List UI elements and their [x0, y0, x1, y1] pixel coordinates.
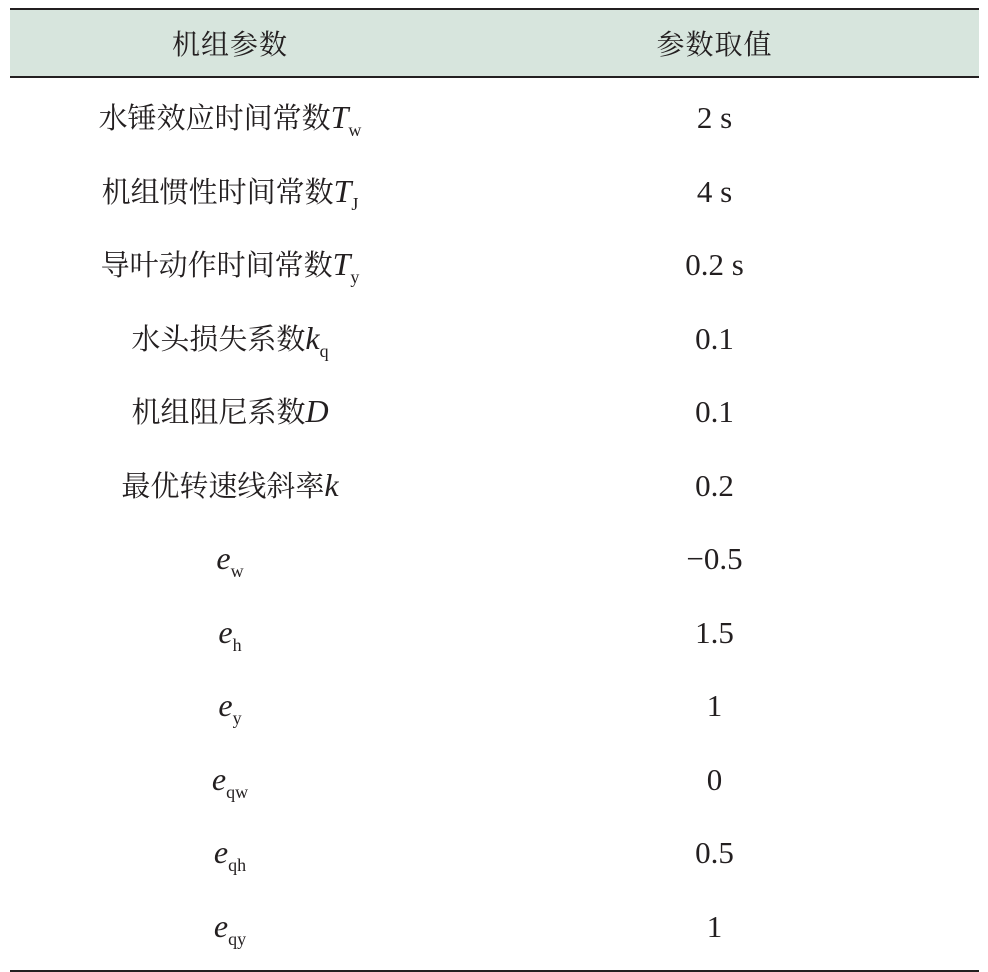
table-row: [10, 596, 979, 670]
parameter-symbol: e: [211, 760, 227, 797]
parameter-symbol: e: [218, 687, 233, 724]
parameter-symbol: D: [305, 393, 329, 430]
table-row: [10, 669, 979, 743]
parameter-name-cell: [10, 395, 450, 428]
parameter-name-cell: [10, 319, 450, 361]
parameter-symbol-subscript: h: [232, 634, 242, 655]
table-row: [10, 743, 979, 817]
parameter-value-cell: 1.5: [695, 614, 734, 650]
parameter-name-cell: [10, 246, 450, 288]
parameter-value-cell: 1: [706, 688, 723, 724]
table-row: [10, 449, 979, 523]
parameter-label: 最优转速线斜率: [121, 468, 325, 503]
parameter-name-cell: [10, 99, 450, 141]
table-header: [10, 10, 979, 78]
parameter-symbol-subscript: qw: [226, 781, 249, 802]
parameter-symbol-subscript: qh: [228, 855, 247, 876]
parameter-value-cell: 0.1: [695, 394, 734, 430]
table-row: [10, 522, 979, 596]
parameter-symbol-subscript: J: [351, 193, 359, 214]
parameter-symbol: T: [330, 99, 349, 136]
parameter-name-cell: [10, 907, 450, 949]
parameter-value-cell: 0.1: [695, 320, 734, 356]
header-parameter-value: 参数取值: [656, 28, 773, 61]
parameter-name-cell: [10, 172, 450, 214]
parameter-value-cell: 1: [706, 908, 723, 944]
table-row: [10, 302, 979, 376]
parameter-symbol: e: [213, 907, 229, 944]
parameter-value-cell: 0: [706, 761, 723, 797]
parameter-label: 水锤效应时间常数: [98, 101, 331, 136]
parameter-symbol-subscript: y: [350, 267, 360, 288]
parameter-name-cell: [10, 760, 450, 802]
parameter-value-cell: 2 s: [696, 100, 733, 136]
table-row: [10, 816, 979, 890]
parameter-symbol-subscript: qy: [228, 928, 247, 949]
parameter-value-cell: 0.5: [695, 835, 734, 871]
parameter-label: 机组阻尼系数: [131, 395, 306, 430]
parameter-table: [10, 8, 979, 972]
parameter-label: 机组惯性时间常数: [101, 174, 334, 209]
parameter-symbol-subscript: w: [348, 120, 362, 141]
parameter-symbol: T: [332, 246, 351, 283]
parameter-symbol-subscript: y: [232, 708, 242, 729]
parameter-value-cell: −0.5: [686, 541, 743, 577]
parameter-value-cell: 0.2: [695, 467, 734, 503]
table-row: [10, 228, 979, 302]
parameter-label: 水头损失系数: [131, 321, 306, 356]
header-parameter-name: 机组参数: [171, 28, 288, 61]
table-row: [10, 375, 979, 449]
table-row: [10, 890, 979, 964]
parameter-name-cell: [10, 834, 450, 876]
parameter-symbol-subscript: w: [230, 561, 244, 582]
parameter-symbol: e: [216, 540, 231, 577]
table-body: [10, 78, 979, 970]
parameter-symbol: e: [213, 834, 229, 871]
parameter-value-cell: 4 s: [696, 173, 733, 209]
table-row: [10, 155, 979, 229]
parameter-name-cell: [10, 466, 450, 503]
parameter-symbol: e: [218, 613, 233, 650]
table-row: [10, 81, 979, 155]
parameter-value-cell: 0.2 s: [685, 247, 744, 283]
parameter-symbol: k: [305, 319, 320, 356]
parameter-symbol: k: [324, 466, 339, 503]
parameter-label: 导叶动作时间常数: [100, 248, 333, 283]
parameter-name-cell: [10, 613, 450, 655]
parameter-name-cell: [10, 540, 450, 582]
parameter-symbol: T: [333, 172, 352, 209]
parameter-name-cell: [10, 687, 450, 729]
parameter-symbol-subscript: q: [319, 340, 329, 361]
